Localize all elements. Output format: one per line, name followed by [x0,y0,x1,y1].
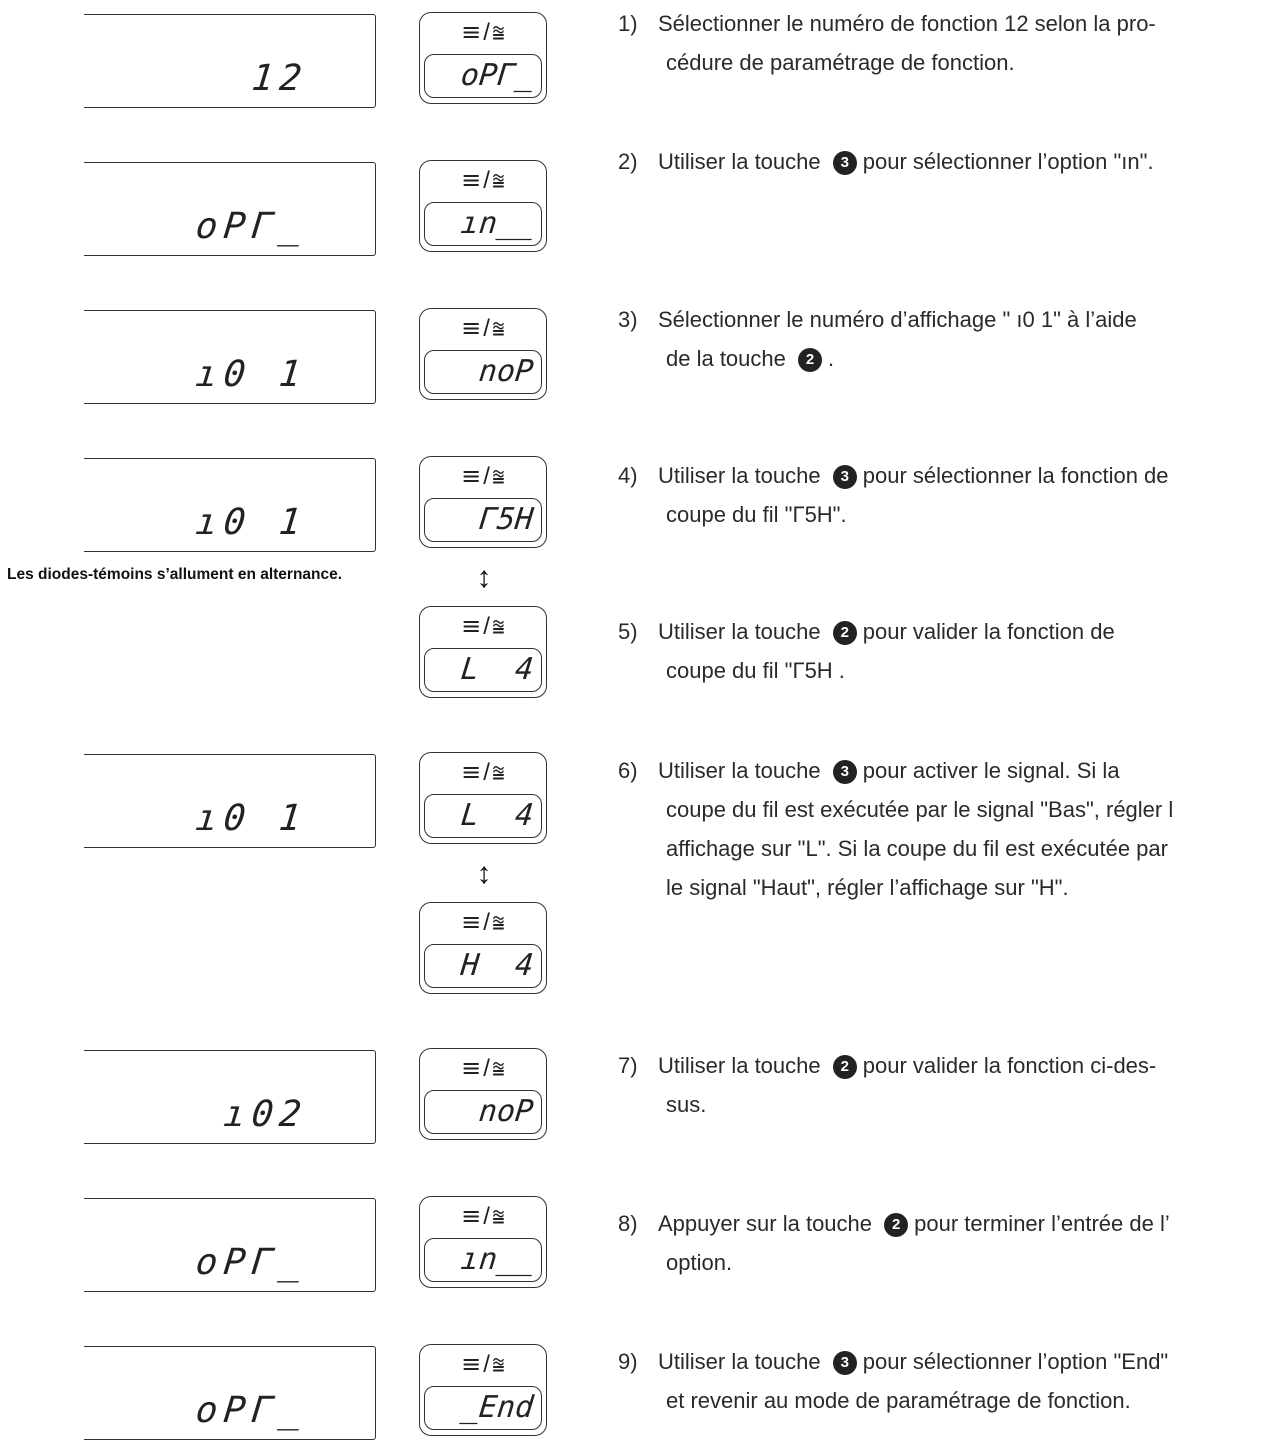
panel-display-value: ın__ [458,206,535,241]
panel-icons: ≡/⩰ [461,18,505,46]
step-number: 2) [618,149,638,174]
step-3: 3) Sélectionner le numéro d’affichage " ı0 1" à l’aide de la touche 2 . [618,300,1266,378]
bobbin-icon: ≡ [461,18,482,46]
step-1 [618,4,1266,82]
panel-icons: ≡/⩰ [461,908,505,936]
panel-display-value: L 4 [458,798,535,833]
key-3-icon: 3 [833,760,857,784]
panel-display-value: H 4 [458,948,535,983]
step-5: 5) Utiliser la touche 2 pour valider la fonction de coupe du fil "Γ5H . [618,612,1266,690]
thread-trim-icon: ⩰ [491,1056,505,1081]
thread-trim-icon: ⩰ [491,614,505,639]
key-3-icon: 3 [833,465,857,489]
up-down-arrow-icon: ↕ [476,857,492,890]
step-number: 4) [618,463,638,488]
panel-icons: ≡/⩰ [461,1350,505,1378]
main-display-7 [84,1050,376,1144]
panel-icons: ≡/⩰ [461,314,505,342]
key-2-icon: 2 [798,348,822,372]
step-2: 2) Utiliser la touche 3 pour sélectionner l’option "ın". [618,142,1266,181]
panel-icons: ≡/⩰ [461,462,505,490]
panel-display [424,1386,542,1430]
operation-panel-10 [419,1344,547,1436]
operation-panel-6 [419,752,547,844]
operation-panel-9 [419,1196,547,1288]
bobbin-icon: ≡ [461,1350,482,1378]
step-9: 9) Utiliser la touche 3 pour sélectionner l’option "End" et revenir au mode de paramétrage de fonction. [618,1342,1266,1420]
step-8: 8) Appuyer sur la touche 2 pour terminer l’entrée de l’ option. [618,1204,1266,1282]
panel-display [424,350,542,394]
thread-trim-icon: ⩰ [491,464,505,489]
main-display-value: ı0 1 [194,354,310,395]
step-number: 5) [618,619,638,644]
main-display-3 [84,310,376,404]
bobbin-icon: ≡ [461,166,482,194]
main-display-8 [84,1198,376,1292]
main-display-value: ı0 1 [194,798,310,839]
step-6: 6) Utiliser la touche 3 pour activer le signal. Si la coupe du fil est exécutée par le signal "Bas", régler l affichage sur "L". Si la coupe du fil est exécutée par le signal "Haut", régler l’affichage sur "H". [618,751,1266,907]
panel-icons: ≡/⩰ [461,1202,505,1230]
step-text: cédure de paramétrage de fonction. [666,50,1015,75]
main-display-value: oPΓ_ [194,1242,310,1283]
panel-display-value: _End [458,1390,535,1425]
operation-panel-3 [419,308,547,400]
step-text: Sélectionner le numéro de fonction 12 selon la pro- [658,11,1156,36]
bobbin-icon: ≡ [461,908,482,936]
up-down-arrow-icon: ↕ [476,561,492,594]
panel-icons: ≡/⩰ [461,166,505,194]
thread-trim-icon: ⩰ [491,168,505,193]
step-number: 9) [618,1349,638,1374]
panel-display-value: oPΓ_ [458,58,535,93]
panel-display [424,54,542,98]
panel-display [424,944,542,988]
panel-display [424,648,542,692]
operation-panel-2 [419,160,547,252]
panel-display-value: ın__ [458,1242,535,1277]
alternating-leds-note: Les diodes-témoins s’allument en alternance. [7,566,343,583]
main-display-value: 12 [249,58,310,99]
main-display-2 [84,162,376,256]
thread-trim-icon: ⩰ [491,910,505,935]
panel-display [424,202,542,246]
step-number: 3) [618,307,638,332]
step-7: 7) Utiliser la touche 2 pour valider la fonction ci-des- sus. [618,1046,1266,1124]
panel-icons: ≡/⩰ [461,1054,505,1082]
operation-panel-8 [419,1048,547,1140]
panel-display [424,1090,542,1134]
key-2-icon: 2 [833,1055,857,1079]
main-display-6 [84,754,376,848]
main-display-4 [84,458,376,552]
panel-display [424,498,542,542]
thread-trim-icon: ⩰ [491,760,505,785]
step-4: 4) Utiliser la touche 3 pour sélectionner la fonction de coupe du fil "Γ5H". [618,456,1266,534]
operation-panel-4 [419,456,547,548]
main-display-value: ı02 [221,1094,310,1135]
step-number: 6) [618,758,638,783]
panel-display [424,1238,542,1282]
thread-trim-icon: ⩰ [491,20,505,45]
main-display-9 [84,1346,376,1440]
bobbin-icon: ≡ [461,1202,482,1230]
panel-display-value: noP [477,1094,535,1129]
panel-display-value: L 4 [458,652,535,687]
thread-trim-icon: ⩰ [491,1204,505,1229]
bobbin-icon: ≡ [461,758,482,786]
main-display-value: oPΓ_ [194,1390,310,1431]
step-number: 1) [618,11,638,36]
key-3-icon: 3 [833,151,857,175]
step-number: 8) [618,1211,638,1236]
key-3-icon: 3 [833,1351,857,1375]
key-2-icon: 2 [884,1213,908,1237]
operation-panel-1 [419,12,547,104]
bobbin-icon: ≡ [461,462,482,490]
panel-display-value: Γ5H [477,502,535,537]
bobbin-icon: ≡ [461,612,482,640]
bobbin-icon: ≡ [461,314,482,342]
thread-trim-icon: ⩰ [491,316,505,341]
bobbin-icon: ≡ [461,1054,482,1082]
main-display-1 [84,14,376,108]
main-display-value: ı0 1 [194,502,310,543]
panel-icons: ≡/⩰ [461,612,505,640]
panel-display [424,794,542,838]
key-2-icon: 2 [833,621,857,645]
step-number: 7) [618,1053,638,1078]
operation-panel-5 [419,606,547,698]
operation-panel-7 [419,902,547,994]
panel-display-value: noP [477,354,535,389]
panel-icons: ≡/⩰ [461,758,505,786]
thread-trim-icon: ⩰ [491,1352,505,1377]
main-display-value: oPΓ_ [194,206,310,247]
